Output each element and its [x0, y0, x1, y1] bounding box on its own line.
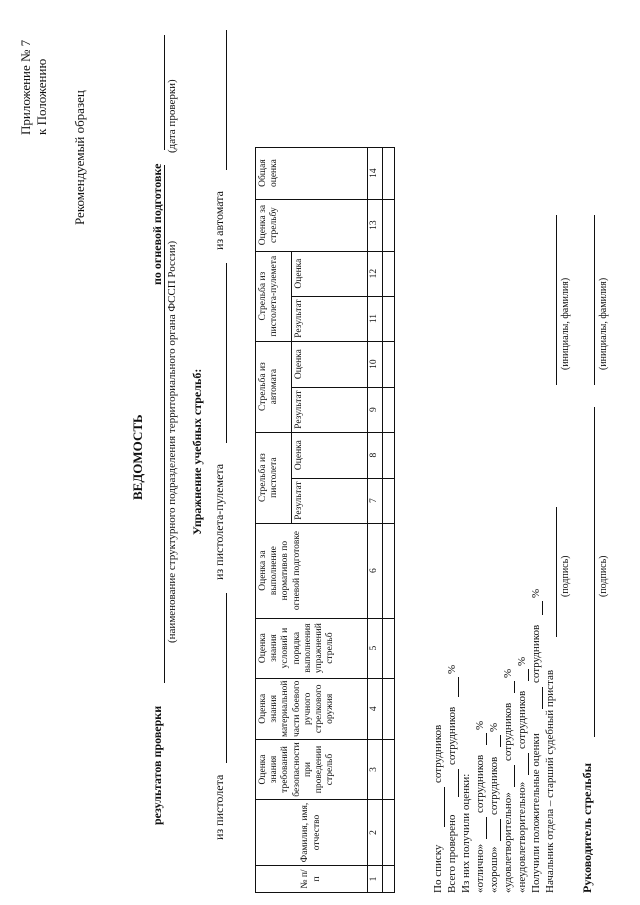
- by-list-label: По списку: [432, 844, 444, 893]
- exercise-smg-field[interactable]: [226, 263, 227, 443]
- unsatisfactory-percent-field[interactable]: [528, 669, 529, 681]
- unsatisfactory-percent-sign: %: [516, 656, 528, 666]
- col-conditions-header: Оценка знания условий и порядка выполнения упражнений стрельб: [256, 618, 368, 678]
- chief-initials-caption: (инициалы, фамилия): [560, 277, 571, 370]
- good-label: «хорошо»: [488, 846, 500, 893]
- date-caption: (дата проверки): [166, 79, 178, 153]
- column-number: 8: [368, 432, 383, 478]
- column-number: 10: [368, 341, 383, 387]
- positive-employees: сотрудников: [530, 624, 542, 683]
- good-count-field[interactable]: [500, 819, 501, 841]
- checked-percent-sign: %: [446, 664, 458, 674]
- column-number: 2: [368, 800, 383, 866]
- satisfactory-percent-field[interactable]: [514, 681, 515, 693]
- checked-employees: сотрудников: [446, 706, 458, 765]
- col-name-header: Фамилия, имя, отчество: [256, 800, 368, 866]
- smg-result-header: Результат: [292, 296, 368, 341]
- leader-label: Руководитель стрельбы: [580, 763, 594, 893]
- col-weapon-header: Оценка знания материальной части боевого ручного стрелкового оружия: [256, 678, 368, 739]
- of-them-label: Из них получили оценки:: [460, 773, 472, 893]
- chief-label: Начальник отдела – старший судебный пристав: [544, 669, 556, 893]
- col-no-header: № п/п: [256, 866, 368, 893]
- checked-count-field[interactable]: [458, 769, 459, 797]
- by-list-employees: сотрудников: [432, 724, 444, 783]
- unsatisfactory-label: «неудовлетворительно»: [516, 781, 528, 893]
- results-table: [255, 147, 395, 893]
- results-suffix: по огневой подготовке: [150, 163, 164, 285]
- column-number: 9: [368, 387, 383, 432]
- satisfactory-label: «удовлетворительно»: [502, 792, 514, 893]
- good-percent-field[interactable]: [500, 735, 501, 747]
- column-number: 14: [368, 147, 383, 199]
- good-employees: сотрудников: [488, 756, 500, 815]
- checked-percent-field[interactable]: [458, 677, 459, 697]
- annex-number: Приложение № 7: [18, 39, 33, 135]
- results-prefix: результатов проверки: [150, 705, 164, 825]
- leader-signature-field[interactable]: [594, 407, 595, 737]
- exercise-smg-label: из пистолета-пулемета: [212, 463, 226, 580]
- chief-signature-caption: (подпись): [560, 555, 571, 597]
- sample-note: Рекомендуемый образец: [72, 90, 87, 225]
- satisfactory-employees: сотрудников: [502, 702, 514, 761]
- smg-group-header: Стрельба из пистолета-пулемета: [256, 251, 292, 341]
- column-number: 13: [368, 199, 383, 251]
- exercise-rifle-field[interactable]: [226, 30, 227, 170]
- page-title: ВЕДОМОСТЬ: [130, 414, 145, 500]
- col-safety-header: Оценка знания требований безопасности при проведении стрельб: [256, 740, 368, 800]
- col-norms-header: Оценка за выполнение нормативов по огневой подготовке: [256, 523, 368, 618]
- good-percent-sign: %: [488, 722, 500, 732]
- checked-label: Всего проверено: [446, 814, 458, 893]
- table-row[interactable]: [383, 147, 395, 892]
- column-number: 3: [368, 740, 383, 800]
- rifle-group-header: Стрельба из автомата: [256, 341, 292, 432]
- excellent-count-field[interactable]: [486, 817, 487, 839]
- satisfactory-count-field[interactable]: [514, 765, 515, 787]
- column-number: 1: [368, 866, 383, 893]
- rifle-result-header: Результат: [292, 387, 368, 432]
- smg-grade-header: Оценка: [292, 251, 368, 296]
- column-number: 12: [368, 251, 383, 296]
- exercise-pistol-label: из пистолета: [212, 774, 226, 840]
- excellent-percent-sign: %: [474, 720, 486, 730]
- column-number: 7: [368, 478, 383, 523]
- exercises-heading: Упражнение учебных стрельб:: [190, 368, 204, 535]
- column-number: 6: [368, 523, 383, 618]
- column-number: 4: [368, 678, 383, 739]
- col-total-grade-header: Общая оценка: [256, 147, 368, 199]
- pistol-grade-header: Оценка: [292, 432, 368, 478]
- unsatisfactory-count-field[interactable]: [528, 753, 529, 775]
- excellent-percent-field[interactable]: [486, 733, 487, 745]
- leader-signature-caption: (подпись): [598, 555, 609, 597]
- excellent-label: «отлично»: [474, 843, 486, 893]
- rifle-grade-header: Оценка: [292, 341, 368, 387]
- pistol-result-header: Результат: [292, 478, 368, 523]
- chief-name-field[interactable]: [556, 215, 557, 385]
- leader-name-field[interactable]: [594, 215, 595, 385]
- column-numbers-row: [368, 147, 383, 892]
- annex-reference: к Положению: [34, 58, 49, 135]
- satisfactory-percent-sign: %: [502, 668, 514, 678]
- positive-label: Получили положительные оценки: [530, 733, 542, 893]
- pistol-group-header: Стрельба из пистолета: [256, 432, 292, 523]
- by-list-count-field[interactable]: [444, 787, 445, 827]
- exercise-rifle-label: из автомата: [212, 191, 226, 250]
- excellent-employees: сотрудников: [474, 754, 486, 813]
- check-date-field[interactable]: [164, 35, 165, 150]
- chief-signature-field[interactable]: [556, 507, 557, 637]
- positive-percent-sign: %: [530, 588, 542, 598]
- org-caption: (наименование структурного подразделения территориального органа ФССП России): [166, 240, 178, 643]
- positive-percent-field[interactable]: [542, 601, 543, 615]
- positive-count-field[interactable]: [542, 687, 543, 709]
- column-number: 11: [368, 296, 383, 341]
- leader-initials-caption: (инициалы, фамилия): [598, 277, 609, 370]
- exercise-pistol-field[interactable]: [226, 593, 227, 763]
- column-number: 5: [368, 618, 383, 678]
- col-shooting-grade-header: Оценка за стрельбу: [256, 199, 368, 251]
- unsatisfactory-employees: сотрудников: [516, 690, 528, 749]
